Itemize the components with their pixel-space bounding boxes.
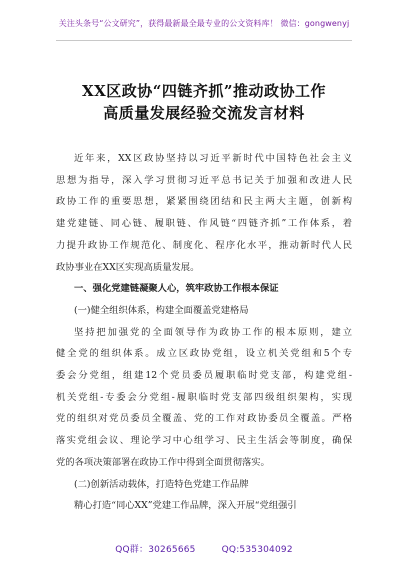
qq-group-number: QQ群：30265665 [115,545,196,555]
subsection-heading: (二)创新活动载体，打造特色党建工作品牌 [74,478,249,490]
paragraph-line: 政协工作的重要思想，紧紧围绕团结和民主两大主题，创新构 [56,196,352,208]
paragraph-line: 委会分党组，组建12个党员委员履职临时党支部，构建党组- [56,370,352,382]
subsection-heading: (一)健全组织体系，构建全面覆盖党建格局 [74,304,249,316]
document-body [56,148,352,517]
paragraph-line: 坚持把加强党的全面领导作为政协工作的根本原则，建立 [74,326,352,338]
paragraph-line: 党的各项决策部署在政协工作中得到全面贯彻落实。 [56,456,270,468]
paragraph-line: 力提升政协工作规范化、制度化、程序化水平，推动新时代人民 [56,239,352,251]
header-divider [56,40,352,41]
paragraph-line: 落实党组会议、理论学习中心组学习、民主生活会等制度，确保 [56,435,352,447]
paragraph-line: 精心打造“同心XX”党建工作品牌，深入开展“党组强引 [74,500,297,512]
header-banner: 关注头条号“公文研究”，获得最新最全最专业的公文资料库！ 微信：gongwenyj [58,19,350,28]
document-title-line-2: 高质量发展经验交流发言材料 [103,104,305,122]
paragraph-line: 机关党组-专委会分党组-履职临时党支部四级组织架构，实现 [56,391,352,403]
paragraph-line: 政协事业在XX区实现高质量发展。 [56,261,200,273]
paragraph-line: 健全党的组织体系。成立区政协党组，设立机关党组和5个专 [56,348,352,360]
paragraph-line: 近年来，XX区政协坚持以习近平新时代中国特色社会主义 [74,153,352,164]
paragraph-line: 思想为指导，深入学习贯彻习近平总书记关于加强和改进人民 [56,174,352,186]
footer-contact [0,542,408,555]
paragraph-line: 建党建链、同心链、履职链、作风链“四链齐抓”工作体系，着 [56,218,352,230]
qq-number: QQ:535304092 [221,545,293,555]
document-title-line-1: XX区政协“四链齐抓”推动政协工作 [81,82,327,100]
paragraph-line: 党的组织对党员委员全覆盖、党的工作对政协委员全覆盖。严格 [56,413,352,425]
section-heading: 一、强化党建链凝聚人心，筑牢政协工作根本保证 [74,283,279,295]
